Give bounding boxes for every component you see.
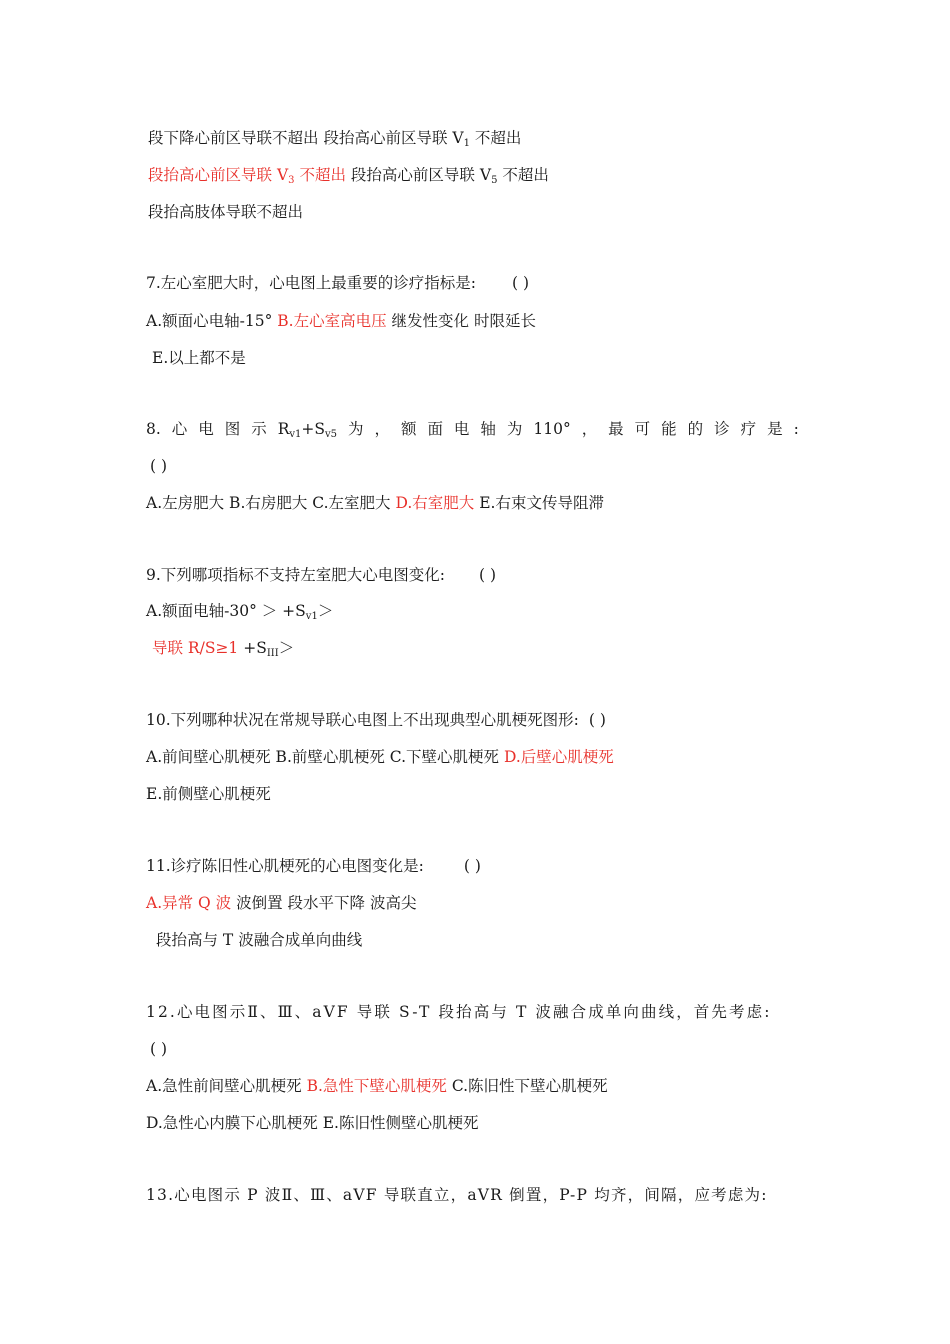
q7-answer: B.左心室高电压	[277, 312, 387, 330]
q8-question: 8. 心 电 图 示 $R_{v1}+S_{v5}$ 为 ， 额 面 电 轴 为 110° ， 最 可 能 的 诊 疗 是 :	[146, 420, 799, 440]
q9-option-rest: $+S_{III}>$	[243, 639, 295, 659]
q11-question: 11.诊疗陈旧性心肌梗死的心电图变化是: ( )	[146, 857, 481, 875]
q10-answer: D.后壁心肌梗死	[503, 748, 614, 766]
q12-answer: B.急性下壁心肌梗死	[306, 1077, 447, 1095]
q6-option-d: 段抬高心前区导联 $V_1$ 不超出	[323, 129, 522, 149]
q7-question: 7.左心室肥大时，心电图上最重要的诊疗指标是: ( )	[146, 274, 530, 292]
q7-option-rest: 继发性变化 时限延长	[391, 312, 536, 330]
q9-answer: 导联 R/S≥1	[152, 639, 239, 657]
q11-options-line	[146, 893, 416, 913]
q9-answer-paren: ( )	[479, 566, 497, 584]
q10-option-e: E.前侧壁心肌梗死	[146, 785, 271, 803]
q9-option-a: A.额面电轴$-30^\circ > +S_{v1}>$	[146, 602, 334, 622]
q11-answer: A.异常 Q 波	[146, 894, 232, 912]
q11-option-rest: 波倒置 段水平下降 波高尖	[236, 894, 417, 912]
q7-options-line	[146, 311, 536, 331]
q12-options-de: D.急性心内膜下心肌梗死 E.陈旧性侧壁心肌梗死	[146, 1114, 479, 1132]
q9-options-line	[152, 638, 294, 658]
q8-option-e: E.右束文传导阻滞	[479, 494, 604, 512]
q12-option-c: C.陈旧性下壁心肌梗死	[451, 1077, 608, 1095]
q6-option-line-1	[148, 128, 521, 148]
q7-option-a: A.额面心电轴-15°	[146, 312, 273, 330]
q12-options-line	[146, 1076, 608, 1096]
q6-option-f: 段抬高肢体导联不超出	[148, 203, 304, 221]
q8-rv1-sv5: $R_{v1}+S_{v5}$	[277, 420, 338, 440]
q12-option-a: A.急性前间壁心肌梗死	[146, 1077, 302, 1095]
q6-option-c: 段下降心前区导联不超出	[148, 129, 319, 147]
q10-options: A.前间壁心肌梗死 B.前壁心肌梗死 C.下壁心肌梗死	[146, 748, 500, 766]
q8-options-line	[146, 493, 604, 513]
q7-option-e: E.以上都不是	[152, 349, 246, 367]
q7-answer-paren: ( )	[512, 274, 530, 292]
q10-question: 10.下列哪种状况在常规导联心电图上不出现典型心肌梗死图形: ( )	[146, 711, 606, 729]
q11-answer-paren: ( )	[463, 857, 481, 875]
q10-answer-paren: ( )	[588, 711, 606, 729]
q10-options-line	[146, 747, 614, 767]
q12-question: 12.心电图示Ⅱ、Ⅲ、aVF 导联 S-T 段抬高与 T 波融合成单向曲线，首先考虑:	[146, 1003, 772, 1021]
q8-answer: D.右室肥大	[395, 494, 475, 512]
q6-option-line-2	[148, 165, 549, 185]
q11-option-e: 段抬高与 T 波融合成单向曲线	[156, 931, 363, 949]
q9-question: 9.下列哪项指标不支持左室肥大心电图变化: ( )	[146, 566, 497, 584]
q6-option-e: 段抬高心前区导联 $V_5$ 不超出	[350, 166, 549, 186]
q13-question: 13.心电图示 P 波Ⅱ、Ⅲ、aVF 导联直立，aVR 倒置，P-P 均齐，间隔，应考虑为:	[146, 1186, 768, 1204]
q12-answer-paren: ( )	[150, 1040, 168, 1058]
q8-options: A.左房肥大 B.右房肥大 C.左室肥大	[146, 494, 391, 512]
q6-answer: 段抬高心前区导联 $V_3$ 不超出	[148, 166, 346, 186]
q8-answer-paren: ( )	[150, 457, 168, 475]
